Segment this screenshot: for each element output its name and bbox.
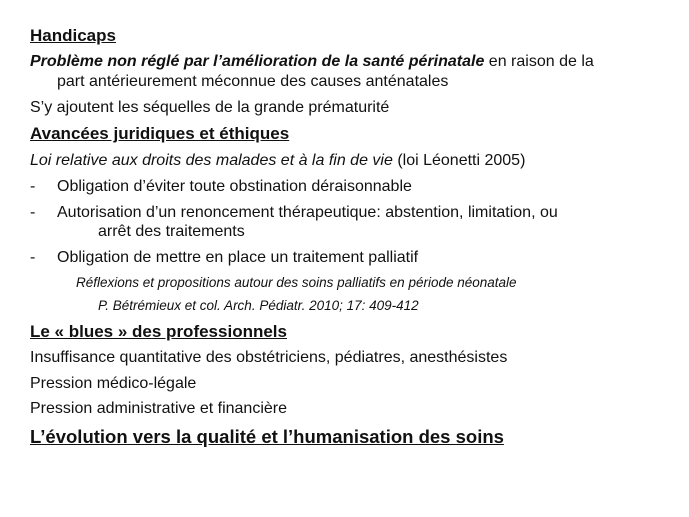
bullet-dash: -: [30, 249, 36, 266]
handicaps-paragraph-1: [30, 52, 649, 72]
law-title: Loi relative aux droits des malades et à la fin de vie: [30, 152, 393, 169]
handicaps-emphasis: Problème non réglé par l’amélioration de la santé périnatale: [30, 53, 485, 70]
bullet-dash: -: [30, 204, 36, 221]
blues-item: Insuffisance quantitative des obstétriciens, pédiatres, anesthésistes: [30, 349, 508, 366]
bullet-dash: -: [30, 178, 36, 195]
handicaps-paragraph-2: S’y ajoutent les séquelles de la grande prématurité: [30, 99, 390, 116]
bullet-item-cont: arrêt des traitements: [98, 223, 245, 240]
reference-citation: P. Bétrémieux et col. Arch. Pédiatr. 2010; 17: 409-412: [98, 298, 419, 313]
bullet-item: Autorisation d’un renoncement thérapeutique: abstention, limitation, ou: [57, 204, 558, 221]
bullet-item: Obligation de mettre en place un traitement palliatif: [57, 249, 419, 266]
blues-item: Pression médico-légale: [30, 375, 197, 392]
heading-legal: Avancées juridiques et éthiques: [30, 124, 290, 143]
blues-item: Pression administrative et financière: [30, 400, 288, 417]
heading-handicaps: Handicaps: [30, 26, 116, 45]
handicaps-paragraph-1-cont: part antérieurement méconnue des causes anténatales: [57, 73, 449, 90]
bullet-item: Obligation d’éviter toute obstination déraisonnable: [57, 178, 412, 195]
heading-closing: L’évolution vers la qualité et l’humanisation des soins: [30, 426, 504, 447]
heading-blues: Le « blues » des professionnels: [30, 322, 287, 341]
handicaps-p1-rest: en raison de la: [484, 53, 594, 70]
law-line: [30, 151, 649, 171]
reference-title: Réflexions et propositions autour des soins palliatifs en période néonatale: [76, 275, 517, 290]
law-ref: (loi Léonetti 2005): [392, 152, 526, 169]
